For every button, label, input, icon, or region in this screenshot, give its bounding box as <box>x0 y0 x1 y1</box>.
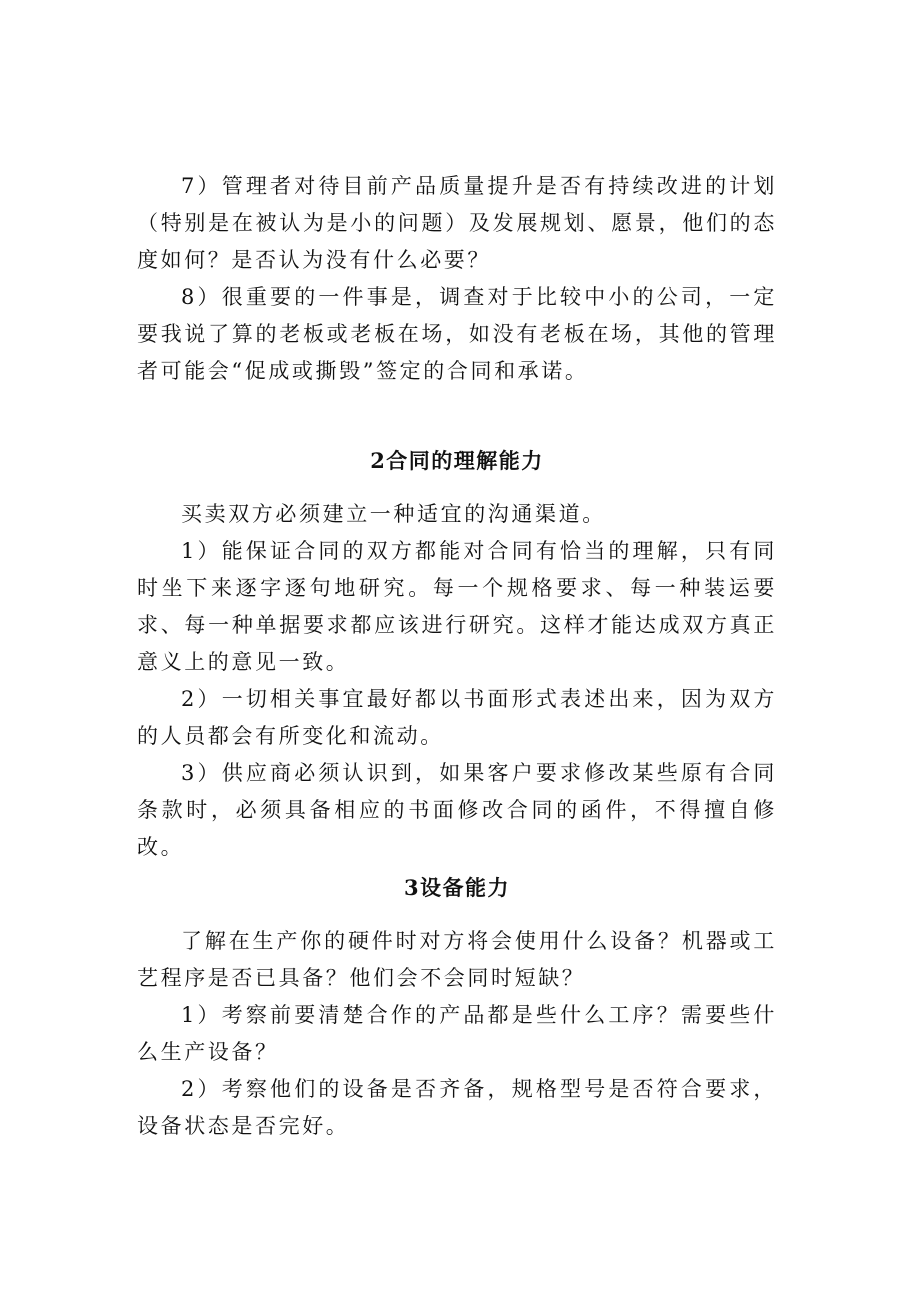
section-heading-equipment: 3设备能力 <box>403 875 511 900</box>
contract-item-1: 1）能保证合同的双方都能对合同有恰当的理解，只有同时坐下来逐字逐句地研究。每一个规格要求、每一种装运要求、每一种单据要求都应该进行研究。这样才能达成双方真正意义上的意见一致。 <box>137 539 777 674</box>
section-heading-contract-understanding: 2合同的理解能力 <box>370 448 544 473</box>
contract-item-3: 3）供应商必须认识到，如果客户要求修改某些原有合同条款时，必须具备相应的书面修改合同的函件，不得擅自修改。 <box>137 761 777 859</box>
spacer <box>137 390 777 442</box>
spacer <box>137 479 777 496</box>
spacer <box>137 906 777 923</box>
paragraph-item-7: 7）管理者对待目前产品质量提升是否有持续改进的计划（特别是在被认为是小的问题）及发展规划、愿景，他们的态度如何？是否认为没有什么必要？ <box>137 174 777 272</box>
equipment-item-2: 2）考察他们的设备是否齐备，规格型号是否符合要求，设备状态是否完好。 <box>137 1077 777 1138</box>
equipment-item-1: 1）考察前要清楚合作的产品都是些什么工序？需要些什么生产设备？ <box>137 1003 777 1064</box>
document-body <box>137 168 777 1145</box>
section-intro-contract: 买卖双方必须建立一种适宜的沟通渠道。 <box>181 502 606 526</box>
paragraph-item-8: 8）很重要的一件事是，调查对于比较中小的公司，一定要我说了算的老板或老板在场，如没有老板在场，其他的管理者可能会“促成或撕毁”签定的合同和承诺。 <box>137 285 777 383</box>
section-intro-equipment: 了解在生产你的硬件时对方将会使用什么设备？机器或工艺程序是否已具备？他们会不会同时短缺？ <box>137 929 777 990</box>
contract-item-2: 2）一切相关事宜最好都以书面形式表述出来，因为双方的人员都会有所变化和流动。 <box>137 687 777 748</box>
